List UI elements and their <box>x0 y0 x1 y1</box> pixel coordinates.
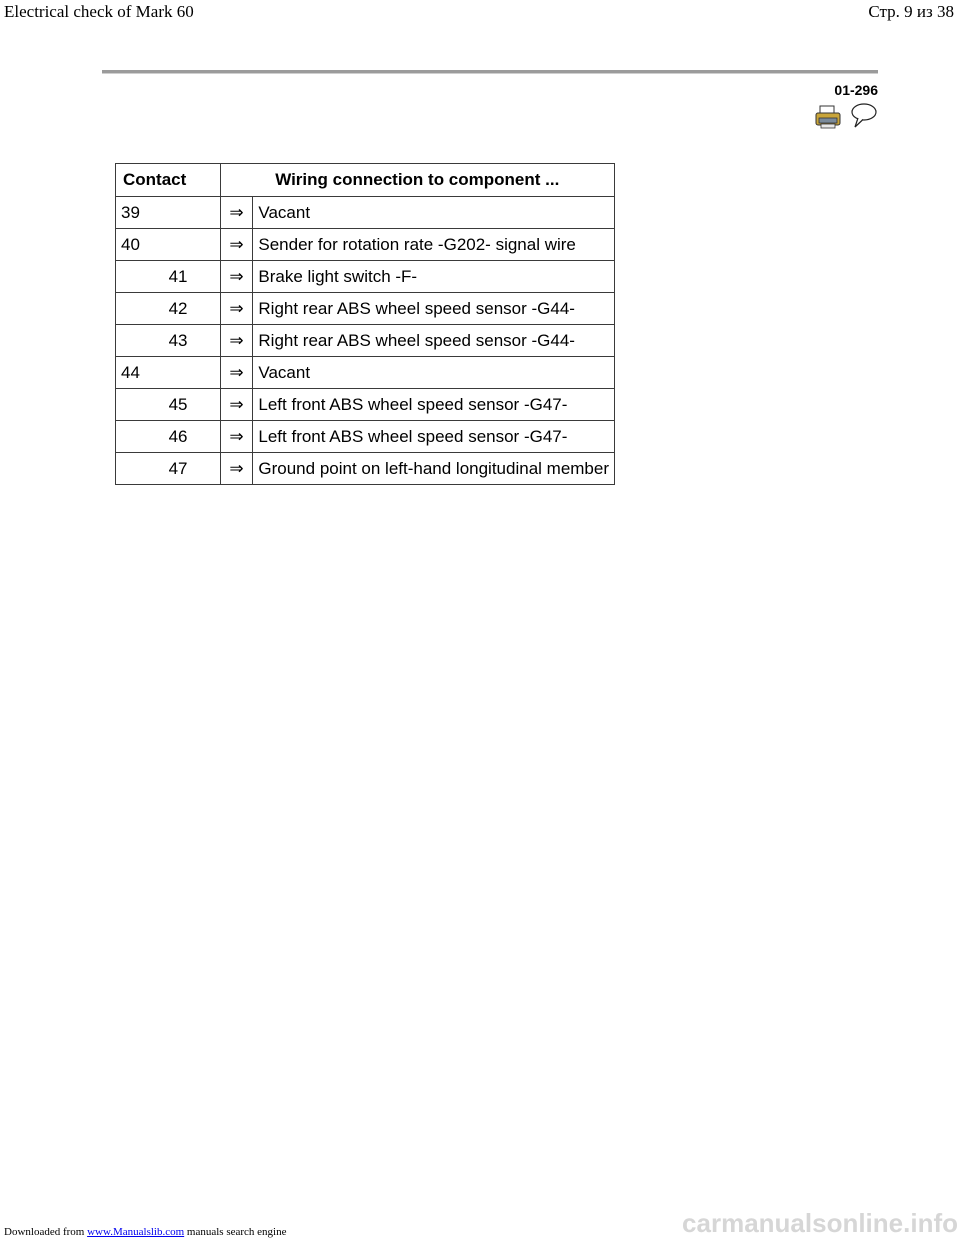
contact-number: 39 <box>116 197 221 229</box>
manualslib-link[interactable]: www.Manualslib.com <box>87 1226 185 1238</box>
table-row <box>116 421 615 453</box>
page-indicator: Стр. 9 из 38 <box>868 2 954 21</box>
table-row <box>116 197 615 229</box>
watermark: carmanualsonline.info <box>682 1208 958 1238</box>
table-row <box>116 389 615 421</box>
contact-number: 44 <box>116 357 221 389</box>
table-row <box>116 357 615 389</box>
component-text: Right rear ABS wheel speed sensor -G44- <box>253 325 615 357</box>
arrow-icon: ⇒ <box>220 229 253 261</box>
contact-number: 42 <box>116 293 221 325</box>
arrow-icon: ⇒ <box>220 261 253 293</box>
comment-balloon-icon[interactable] <box>848 101 878 129</box>
arrow-icon: ⇒ <box>220 421 253 453</box>
contact-number: 41 <box>116 261 221 293</box>
table-row <box>116 293 615 325</box>
table-row <box>116 453 615 485</box>
arrow-icon: ⇒ <box>220 197 253 229</box>
document-title: Electrical check of Mark 60 <box>4 2 194 21</box>
contact-number: 40 <box>116 229 221 261</box>
contact-number: 43 <box>116 325 221 357</box>
contact-number: 47 <box>116 453 221 485</box>
table-row <box>116 261 615 293</box>
table-row <box>116 325 615 357</box>
footer-source <box>4 1226 286 1238</box>
table-row <box>116 229 615 261</box>
contact-number: 46 <box>116 421 221 453</box>
table-header-row <box>116 164 615 197</box>
component-text: Ground point on left-hand longitudinal member <box>253 453 615 485</box>
contact-number: 45 <box>116 389 221 421</box>
component-text: Vacant <box>253 197 615 229</box>
header-wiring: Wiring connection to component ... <box>220 164 614 197</box>
print-icon[interactable] <box>814 105 842 129</box>
component-text: Right rear ABS wheel speed sensor -G44- <box>253 293 615 325</box>
header-divider <box>102 70 878 74</box>
arrow-icon: ⇒ <box>220 293 253 325</box>
component-text: Brake light switch -F- <box>253 261 615 293</box>
header-contact: Contact <box>116 164 221 197</box>
wiring-table <box>115 163 615 485</box>
arrow-icon: ⇒ <box>220 389 253 421</box>
component-text: Left front ABS wheel speed sensor -G47- <box>253 389 615 421</box>
footer-suffix: manuals search engine <box>184 1226 287 1238</box>
component-text: Vacant <box>253 357 615 389</box>
arrow-icon: ⇒ <box>220 325 253 357</box>
component-text: Sender for rotation rate -G202- signal wire <box>253 229 615 261</box>
page-code: 01-296 <box>834 82 878 98</box>
component-text: Left front ABS wheel speed sensor -G47- <box>253 421 615 453</box>
footer-prefix: Downloaded from <box>4 1226 88 1238</box>
arrow-icon: ⇒ <box>220 453 253 485</box>
arrow-icon: ⇒ <box>220 357 253 389</box>
